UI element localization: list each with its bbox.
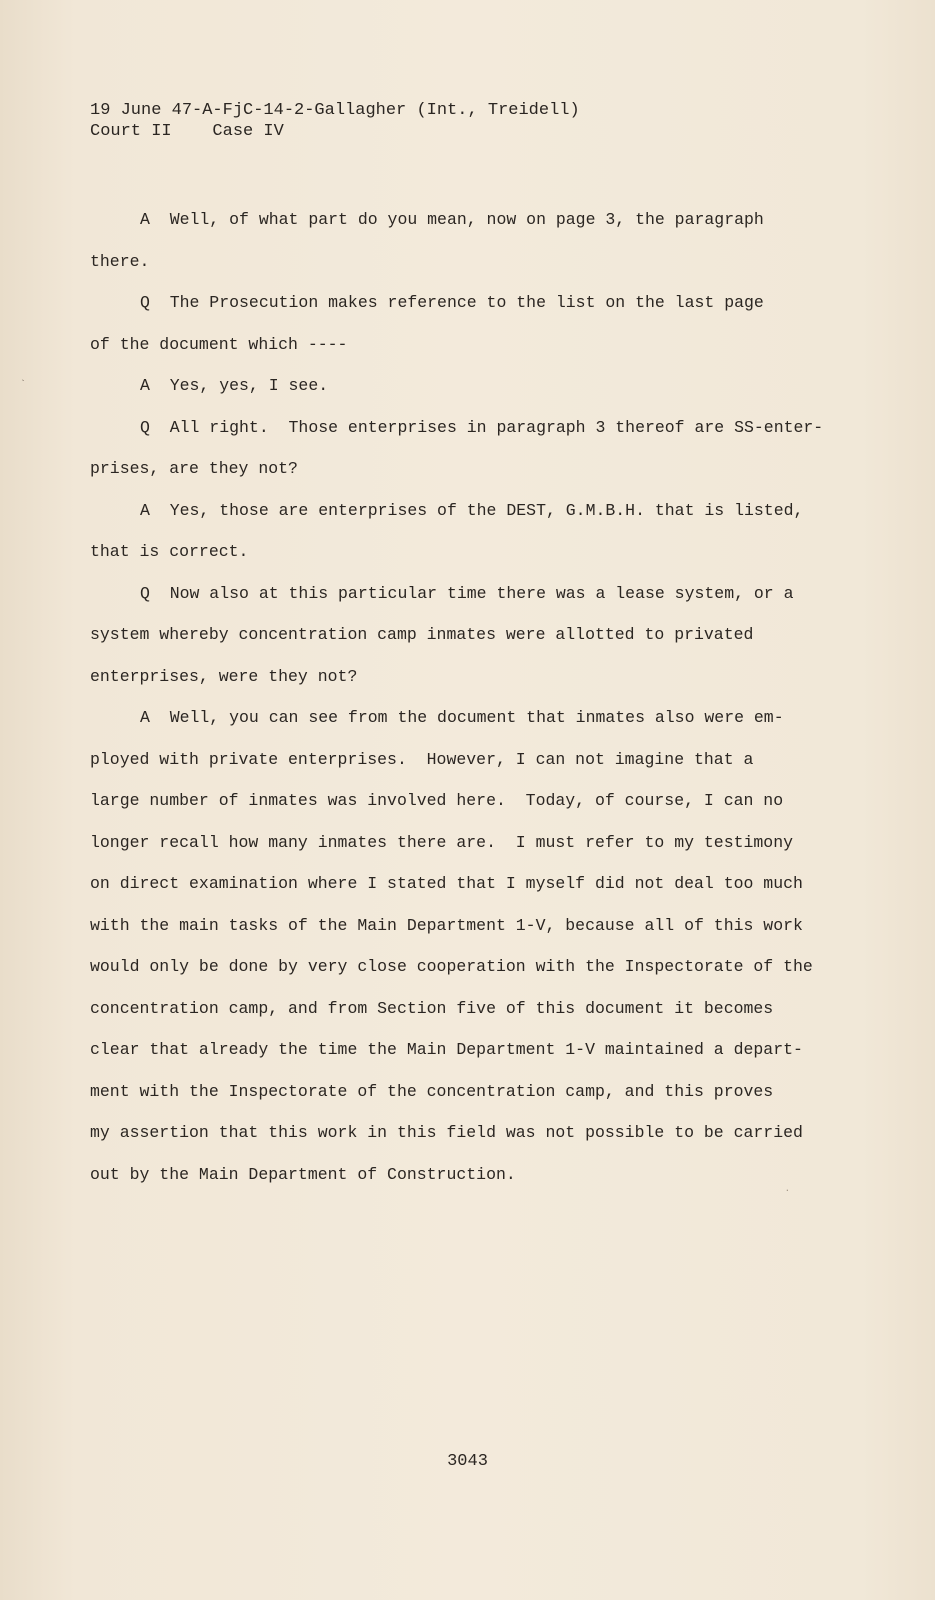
transcript-line: clear that already the time the Main Department 1-V maintained a depart- [90, 1040, 803, 1059]
transcript-line: system whereby concentration camp inmates were allotted to privated [90, 625, 754, 644]
transcript-line: A Well, you can see from the document that inmates also were em- [140, 708, 784, 727]
transcript-line: would only be done by very close cooperation with the Inspectorate of the [90, 957, 813, 976]
transcript-line: Q Now also at this particular time there was a lease system, or a [140, 583, 794, 603]
transcript-line: Q The Prosecution makes reference to the list on the last page [140, 293, 764, 312]
transcript-line: A Well, of what part do you mean, now on page 3, the paragraph [140, 210, 764, 229]
transcript-line: on direct examination where I stated that I myself did not deal too much [90, 874, 803, 893]
transcript-line: prises, are they not? [90, 459, 298, 478]
transcript-line: out by the Main Department of Construction. [90, 1164, 516, 1184]
transcript-line: A Yes, those are enterprises of the DEST, G.M.B.H. that is listed, [140, 500, 804, 520]
transcript-line: enterprises, were they not? [90, 666, 358, 686]
transcript-line: that is correct. [90, 542, 249, 561]
header-line-date-reference: 19 June 47-A-FjC-14-2-Gallagher (Int., Treidell) [90, 101, 580, 120]
transcript-line: my assertion that this work in this field was not possible to be carried [90, 1123, 803, 1142]
transcript-line: Q All right. Those enterprises in paragraph 3 thereof are SS-enter- [140, 417, 824, 437]
page-number: 3043 [447, 1452, 488, 1471]
transcript-line: ment with the Inspectorate of the concentration camp, and this proves [90, 1081, 774, 1101]
document-header [90, 100, 580, 142]
margin-mark: ` [20, 380, 27, 391]
transcript-line: with the main tasks of the Main Department 1-V, because all of this work [90, 915, 803, 935]
paper-speck: · [784, 1186, 790, 1196]
transcript-line: large number of inmates was involved here. Today, of course, I can no [90, 791, 784, 810]
transcript-body [90, 199, 850, 1195]
transcript-line: longer recall how many inmates there are. I must refer to my testimony [90, 832, 794, 852]
transcript-line: of the document which ---- [90, 334, 348, 354]
header-line-court-case: Court II Case IV [90, 122, 284, 141]
transcript-line: A Yes, yes, I see. [140, 376, 329, 395]
transcript-line: ployed with private enterprises. However, I can not imagine that a [90, 749, 754, 769]
transcript-line: concentration camp, and from Section five of this document it becomes [90, 998, 774, 1018]
transcript-line: there. [90, 251, 150, 271]
